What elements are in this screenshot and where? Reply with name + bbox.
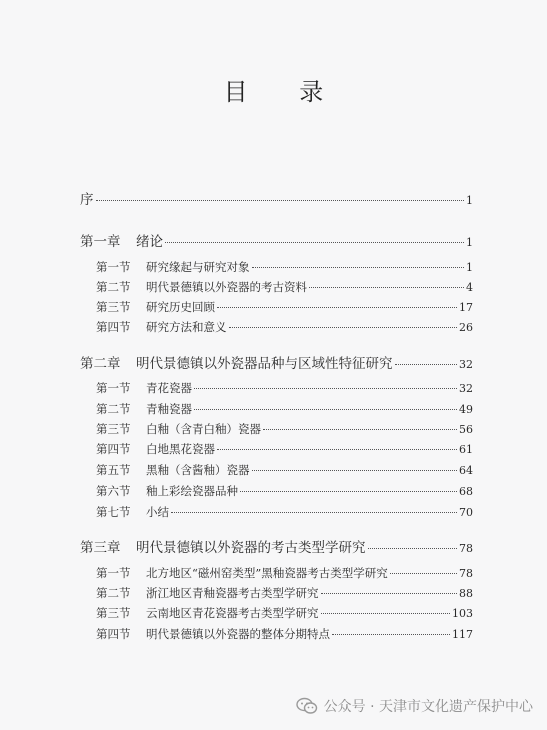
section-title: 黑釉（含酱釉）瓷器 xyxy=(146,463,250,477)
section-title: 北方地区“磁州窑类型”黑釉瓷器考古类型学研究 xyxy=(146,566,388,580)
chapter-number: 第二章 xyxy=(80,356,121,372)
section-number: 第三节 xyxy=(96,300,131,314)
toc-row-section xyxy=(0,319,547,337)
chapter-number: 第一章 xyxy=(80,234,121,250)
watermark xyxy=(296,696,533,716)
toc-row-section xyxy=(0,504,547,522)
toc-row-section xyxy=(0,299,547,317)
dot-leader xyxy=(194,409,457,410)
page-number: 103 xyxy=(452,607,473,620)
page-number: 56 xyxy=(459,423,473,436)
section-number: 第三节 xyxy=(96,422,131,436)
page-number: 64 xyxy=(459,464,473,477)
dot-leader xyxy=(263,429,457,430)
section-title: 白地黑花瓷器 xyxy=(146,442,215,456)
toc-row-section xyxy=(0,626,547,644)
dot-leader xyxy=(321,593,458,594)
preface-label: 序 xyxy=(80,192,94,208)
dot-leader xyxy=(309,287,464,288)
dot-leader xyxy=(332,634,450,635)
section-number: 第一节 xyxy=(96,260,131,274)
dot-leader xyxy=(395,364,458,365)
section-number: 第三节 xyxy=(96,606,131,620)
dot-leader xyxy=(194,388,457,389)
toc-row-chapter xyxy=(0,352,547,370)
toc-row-section xyxy=(0,401,547,419)
page-number: 68 xyxy=(459,485,473,498)
dot-leader xyxy=(390,573,457,574)
section-title: 云南地区青花瓷器考古类型学研究 xyxy=(146,606,319,620)
page-number: 78 xyxy=(459,567,473,580)
toc-row-section xyxy=(0,462,547,480)
page-number: 1 xyxy=(466,236,473,249)
section-title: 研究缘起与研究对象 xyxy=(146,260,250,274)
section-number: 第二节 xyxy=(96,402,131,416)
toc-row-section xyxy=(0,483,547,501)
section-number: 第二节 xyxy=(96,586,131,600)
page-number: 17 xyxy=(459,301,473,314)
wechat-icon xyxy=(296,697,318,715)
page-title: 目 录 xyxy=(223,78,346,106)
toc-row-section xyxy=(0,380,547,398)
page-number: 117 xyxy=(452,628,473,641)
dot-leader xyxy=(96,200,465,201)
section-title: 釉上彩绘瓷器品种 xyxy=(146,484,238,498)
section-title: 小结 xyxy=(146,505,169,519)
section-number: 第四节 xyxy=(96,627,131,641)
page-number: 70 xyxy=(459,506,473,519)
section-number: 第一节 xyxy=(96,566,131,580)
section-number: 第七节 xyxy=(96,505,131,519)
section-number: 第四节 xyxy=(96,320,131,334)
toc-row-preface xyxy=(0,188,547,206)
toc-row-chapter xyxy=(0,536,547,554)
dot-leader xyxy=(217,307,457,308)
dot-leader xyxy=(252,267,465,268)
page-number: 4 xyxy=(466,281,473,294)
toc-row-section xyxy=(0,279,547,297)
section-number: 第二节 xyxy=(96,280,131,294)
toc-row-section xyxy=(0,605,547,623)
toc-row-section xyxy=(0,421,547,439)
dot-leader xyxy=(165,242,464,243)
section-title: 研究方法和意义 xyxy=(146,320,227,334)
page-number: 26 xyxy=(459,321,473,334)
page-number: 1 xyxy=(466,194,473,207)
page-number: 88 xyxy=(459,587,473,600)
section-title: 青釉瓷器 xyxy=(146,402,192,416)
page-number: 1 xyxy=(466,261,473,274)
section-title: 青花瓷器 xyxy=(146,381,192,395)
section-number: 第一节 xyxy=(96,381,131,395)
section-title: 明代景德镇以外瓷器的考古资料 xyxy=(146,280,307,294)
toc-row-section xyxy=(0,565,547,583)
page-number: 61 xyxy=(459,443,473,456)
section-title: 白釉（含青白釉）瓷器 xyxy=(146,422,261,436)
chapter-title: 绪论 xyxy=(136,234,163,250)
toc-row-section xyxy=(0,441,547,459)
section-number: 第四节 xyxy=(96,442,131,456)
page-number: 32 xyxy=(459,382,473,395)
section-title: 浙江地区青釉瓷器考古类型学研究 xyxy=(146,586,319,600)
section-title: 研究历史回顾 xyxy=(146,300,215,314)
toc-row-chapter xyxy=(0,230,547,248)
section-number: 第五节 xyxy=(96,463,131,477)
section-title: 明代景德镇以外瓷器的整体分期特点 xyxy=(146,627,330,641)
section-number: 第六节 xyxy=(96,484,131,498)
dot-leader xyxy=(252,470,458,471)
toc-row-section xyxy=(0,259,547,277)
dot-leader xyxy=(240,491,457,492)
page-number: 32 xyxy=(459,358,473,371)
page-number: 49 xyxy=(459,403,473,416)
chapter-number: 第三章 xyxy=(80,540,121,556)
dot-leader xyxy=(321,613,451,614)
page-number: 78 xyxy=(459,542,473,555)
dot-leader xyxy=(368,548,458,549)
dot-leader xyxy=(217,449,457,450)
watermark-text: 公众号 · 天津市文化遗产保护中心 xyxy=(323,699,533,715)
chapter-title: 明代景德镇以外瓷器品种与区域性特征研究 xyxy=(136,356,393,372)
dot-leader xyxy=(171,512,457,513)
toc-row-section xyxy=(0,585,547,603)
chapter-title: 明代景德镇以外瓷器的考古类型学研究 xyxy=(136,540,366,556)
dot-leader xyxy=(229,327,458,328)
